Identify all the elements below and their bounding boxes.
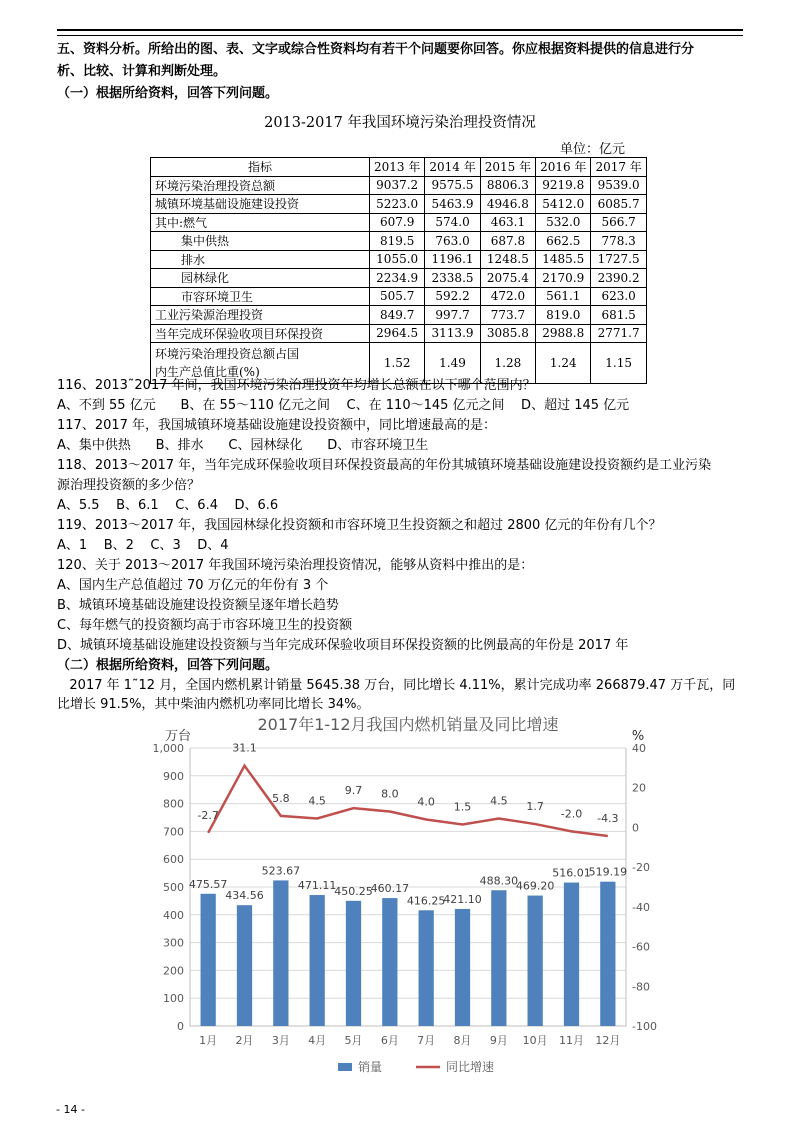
- cell: 2338.5: [425, 269, 480, 288]
- header-cell: 指标: [151, 158, 370, 177]
- cell: 9219.8: [536, 176, 591, 195]
- header-cell: 2015 年: [480, 158, 535, 177]
- page-number: - 14 -: [56, 1103, 85, 1116]
- bar: [455, 909, 470, 1026]
- cell: 2771.7: [591, 324, 646, 343]
- x-tick-label: 1月: [199, 1034, 218, 1047]
- line-value-label: -2.7: [197, 808, 219, 822]
- legend-label-bar: 销量: [358, 1060, 383, 1074]
- bar: [237, 905, 252, 1026]
- right-tick-label: 40: [632, 742, 646, 755]
- bar-value-label: 416.25: [406, 894, 446, 908]
- bar-value-label: 519.19: [588, 865, 628, 879]
- line-value-label: 4.5: [308, 794, 326, 808]
- cell: 1248.5: [480, 250, 535, 269]
- cell: 607.9: [370, 213, 425, 232]
- cell: 1485.5: [536, 250, 591, 269]
- line-value-label: -2.0: [560, 807, 583, 821]
- bar-value-label: 434.56: [225, 889, 264, 903]
- question-117: 117、2017 年，我国城镇环境基础设施建设投资额中，同比增速最高的是：: [57, 418, 497, 433]
- right-tick-label: -60: [632, 940, 650, 954]
- legend: [338, 1059, 494, 1074]
- bar-value-label: 475.57: [188, 877, 228, 891]
- question-117-options: A、集中供热 B、排水 C、园林绿化 D、市容环境卫生: [57, 438, 429, 453]
- cell: 1055.0: [370, 250, 425, 269]
- question-120-option-d: D、城镇环境基础设施建设投资额与当年完成环保验收项目环保投资额的比例最高的年份是 2017 年: [57, 638, 629, 653]
- bar-value-label: 460.17: [370, 882, 410, 896]
- table-row: [151, 324, 647, 343]
- legend-swatch-bar: [338, 1063, 352, 1071]
- cell: 532.0: [536, 213, 591, 232]
- cell: 5412.0: [536, 195, 591, 214]
- question-120-option-c: C、每年燃气的投资额均高于市容环境卫生的投资额: [57, 618, 353, 633]
- section-heading-cont: 析、比较、计算和判断处理。: [57, 64, 227, 79]
- line-value-label: 5.8: [272, 791, 290, 805]
- cell: 2390.2: [591, 269, 646, 288]
- cell: 1.15: [591, 343, 646, 384]
- header-cell: 2013 年: [370, 158, 425, 177]
- section-heading: 五、资料分析。所给出的图、表、文字或综合性资料均有若干个问题要你回答。你应根据资料提供的信息进行分: [57, 42, 695, 57]
- cell: 849.7: [370, 306, 425, 325]
- left-tick-label: 900: [163, 769, 184, 783]
- line-data-labels: [197, 742, 618, 825]
- cell: 1.52: [370, 343, 425, 384]
- x-tick-label: 9月: [489, 1034, 508, 1047]
- x-tick-label: 2月: [235, 1034, 254, 1047]
- cell: 1.24: [536, 343, 591, 384]
- left-tick-label: 400: [163, 908, 184, 922]
- row-label: 排水: [151, 250, 370, 269]
- right-axis-ticks: [632, 742, 657, 1033]
- x-tick-label: 8月: [453, 1034, 472, 1047]
- cell: 1.49: [425, 343, 480, 384]
- row-label-line1: 环境污染治理投资总额占国: [155, 347, 300, 361]
- bar-value-label: 471.11: [297, 879, 337, 893]
- right-tick-label: -100: [632, 1020, 657, 1033]
- cell: 574.0: [425, 213, 480, 232]
- x-tick-label: 7月: [417, 1034, 436, 1047]
- bar: [419, 910, 434, 1026]
- bar: [201, 894, 216, 1026]
- row-label: 市容环境卫生: [151, 287, 370, 306]
- left-tick-label: 1,000: [152, 742, 184, 755]
- chart-title: 2017年1-12月我国内燃机销量及同比增速: [257, 715, 559, 734]
- cell: 2075.4: [480, 269, 535, 288]
- bar-value-label: 450.25: [334, 884, 373, 898]
- bar-data-labels: [189, 864, 627, 907]
- line-value-label: 4.5: [490, 794, 508, 808]
- bar-value-label: 516.01: [552, 866, 591, 880]
- question-120: 120、关于 2013～2017 年我国环境污染治理投资情况，能够从资料中推出的是：: [57, 558, 534, 573]
- right-tick-label: 0: [632, 821, 639, 835]
- line-value-label: 8.0: [381, 787, 399, 801]
- cell: 1.28: [480, 343, 535, 384]
- right-tick-label: -80: [632, 980, 650, 994]
- left-tick-label: 0: [177, 1020, 184, 1033]
- left-tick-label: 200: [163, 964, 184, 978]
- cell: 592.2: [425, 287, 480, 306]
- row-label: 其中:燃气: [151, 213, 370, 232]
- question-116-options: A、不到 55 亿元 B、在 55～110 亿元之间 C、在 110～145 亿元之间 D、超过 145 亿元: [57, 398, 630, 413]
- bar: [273, 880, 288, 1026]
- cell: 763.0: [425, 232, 480, 251]
- cell: 687.8: [480, 232, 535, 251]
- sales-chart: [148, 712, 668, 1082]
- question-116: 116、2013˜2017 年间，我国环境污染治理投资年均增长总额在以下哪个范围内？: [57, 378, 536, 393]
- part2-paragraph-cont: 比增长 91.5%，其中柴油内燃机功率同比增长 34%。: [57, 697, 370, 712]
- question-119-options: A、1 B、2 C、3 D、4: [57, 538, 229, 553]
- row-label: 城镇环境基础设施建设投资: [151, 195, 370, 214]
- cell: 662.5: [536, 232, 591, 251]
- x-tick-label: 3月: [271, 1034, 290, 1047]
- cell: 6085.7: [591, 195, 646, 214]
- cell: 2234.9: [370, 269, 425, 288]
- left-tick-label: 600: [163, 853, 184, 867]
- investment-table: [150, 157, 647, 384]
- bar: [528, 896, 543, 1026]
- cell: 1196.1: [425, 250, 480, 269]
- x-tick-label: 6月: [380, 1034, 399, 1047]
- part2-paragraph: 2017 年 1˜12 月，全国内燃机累计销量 5645.38 万台，同比增长 4.11%，累计完成功率 266879.47 万千瓦，同: [57, 678, 736, 693]
- left-tick-label: 500: [163, 881, 184, 894]
- row-label: 集中供热: [151, 232, 370, 251]
- cell: 819.0: [536, 306, 591, 325]
- cell: 681.5: [591, 306, 646, 325]
- question-119: 119、2013～2017 年，我国园林绿化投资额和市容环境卫生投资额之和超过 2800 亿元的年份有几个？: [57, 518, 662, 533]
- x-tick-label: 12月: [595, 1034, 621, 1047]
- x-tick-label: 10月: [522, 1034, 548, 1047]
- cell: 778.3: [591, 232, 646, 251]
- table-row: [151, 232, 647, 251]
- table-row: [151, 213, 647, 232]
- right-tick-label: 20: [632, 781, 646, 795]
- right-tick-label: -20: [632, 861, 650, 875]
- question-118-options: A、5.5 B、6.1 C、6.4 D、6.6: [57, 498, 279, 513]
- left-axis-ticks: [153, 742, 185, 1033]
- row-label: 园林绿化: [151, 269, 370, 288]
- left-tick-label: 700: [163, 825, 184, 839]
- cell: 472.0: [480, 287, 535, 306]
- cell: 9539.0: [591, 176, 646, 195]
- left-tick-label: 300: [163, 936, 184, 950]
- legend-label-line: 同比增速: [446, 1060, 495, 1074]
- cell: 505.7: [370, 287, 425, 306]
- cell: 566.7: [591, 213, 646, 232]
- question-120-option-b: B、城镇环境基础设施建设投资额呈逐年增长趋势: [57, 598, 339, 613]
- top-rule: [57, 29, 743, 31]
- line-value-label: -4.3: [597, 811, 619, 825]
- bar: [491, 890, 506, 1026]
- bar: [564, 883, 579, 1026]
- line-value-label: 1.7: [526, 800, 544, 814]
- cell: 997.7: [425, 306, 480, 325]
- row-label-line2: 内生产总值比重(%): [155, 365, 260, 379]
- table-row: [151, 176, 647, 195]
- table-row: [151, 287, 647, 306]
- cell: 3113.9: [425, 324, 480, 343]
- table-row: [151, 306, 647, 325]
- cell: 9037.2: [370, 176, 425, 195]
- cell: 4946.8: [480, 195, 535, 214]
- cell: 8806.3: [480, 176, 535, 195]
- part2-heading: （二）根据所给资料，回答下列问题。: [57, 658, 279, 673]
- cell: 2964.5: [370, 324, 425, 343]
- cell: 2988.8: [536, 324, 591, 343]
- part1-heading: （一）根据所给资料，回答下列问题。: [57, 86, 279, 101]
- row-label: 当年完成环保验收项目环保投资: [151, 324, 370, 343]
- left-tick-label: 800: [163, 797, 184, 811]
- header-cell: 2014 年: [425, 158, 480, 177]
- bar: [382, 898, 397, 1026]
- question-120-option-a: A、国内生产总值超过 70 万亿元的年份有 3 个: [57, 578, 329, 593]
- bar: [346, 901, 361, 1026]
- bar-value-label: 421.10: [443, 892, 482, 906]
- cell: 5463.9: [425, 195, 480, 214]
- table-title: 2013-2017 年我国环境污染治理投资情况: [264, 115, 536, 131]
- question-118: 118、2013～2017 年，当年完成环保验收项目环保投资最高的年份其城镇环境基础设施建设投资额约是工业污染: [57, 458, 712, 473]
- x-tick-label: 11月: [559, 1034, 584, 1047]
- question-118-cont: 源治理投资额的多少倍？: [57, 478, 201, 493]
- line-value-label: 4.0: [417, 795, 435, 809]
- row-label: 工业污染源治理投资: [151, 306, 370, 325]
- right-tick-label: -40: [632, 900, 650, 914]
- table-header-row: [151, 158, 647, 177]
- cell: 561.1: [536, 287, 591, 306]
- left-tick-label: 100: [163, 992, 184, 1006]
- cell: 819.5: [370, 232, 425, 251]
- x-tick-label: 5月: [344, 1034, 363, 1047]
- table-row: [151, 269, 647, 288]
- line-value-label: 1.5: [453, 800, 472, 814]
- x-tick-label: 4月: [308, 1034, 327, 1047]
- left-axis-label: 万台: [164, 729, 192, 744]
- cell: 773.7: [480, 306, 535, 325]
- right-axis-label: %: [631, 729, 645, 744]
- bar-value-label: 523.67: [261, 864, 301, 878]
- bar-value-label: 469.20: [515, 879, 555, 893]
- line-value-label: 31.1: [232, 741, 257, 755]
- bar-value-label: 488.30: [479, 874, 519, 888]
- bar: [600, 882, 615, 1026]
- header-cell: 2016 年: [536, 158, 591, 177]
- row-label: 环境污染治理投资总额: [151, 176, 370, 195]
- top-rule-thin: [57, 35, 743, 36]
- cell: 5223.0: [370, 195, 425, 214]
- cell: 463.1: [480, 213, 535, 232]
- cell: 3085.8: [480, 324, 535, 343]
- cell: 1727.5: [591, 250, 646, 269]
- cell: 2170.9: [536, 269, 591, 288]
- cell: 9575.5: [425, 176, 480, 195]
- table-row: [151, 195, 647, 214]
- line-value-label: 9.7: [344, 784, 363, 798]
- bar: [310, 895, 325, 1026]
- table-unit: 单位：亿元: [560, 142, 626, 157]
- x-axis-labels: [199, 1034, 620, 1047]
- cell: 623.0: [591, 287, 646, 306]
- header-cell: 2017 年: [591, 158, 646, 177]
- table-row: [151, 250, 647, 269]
